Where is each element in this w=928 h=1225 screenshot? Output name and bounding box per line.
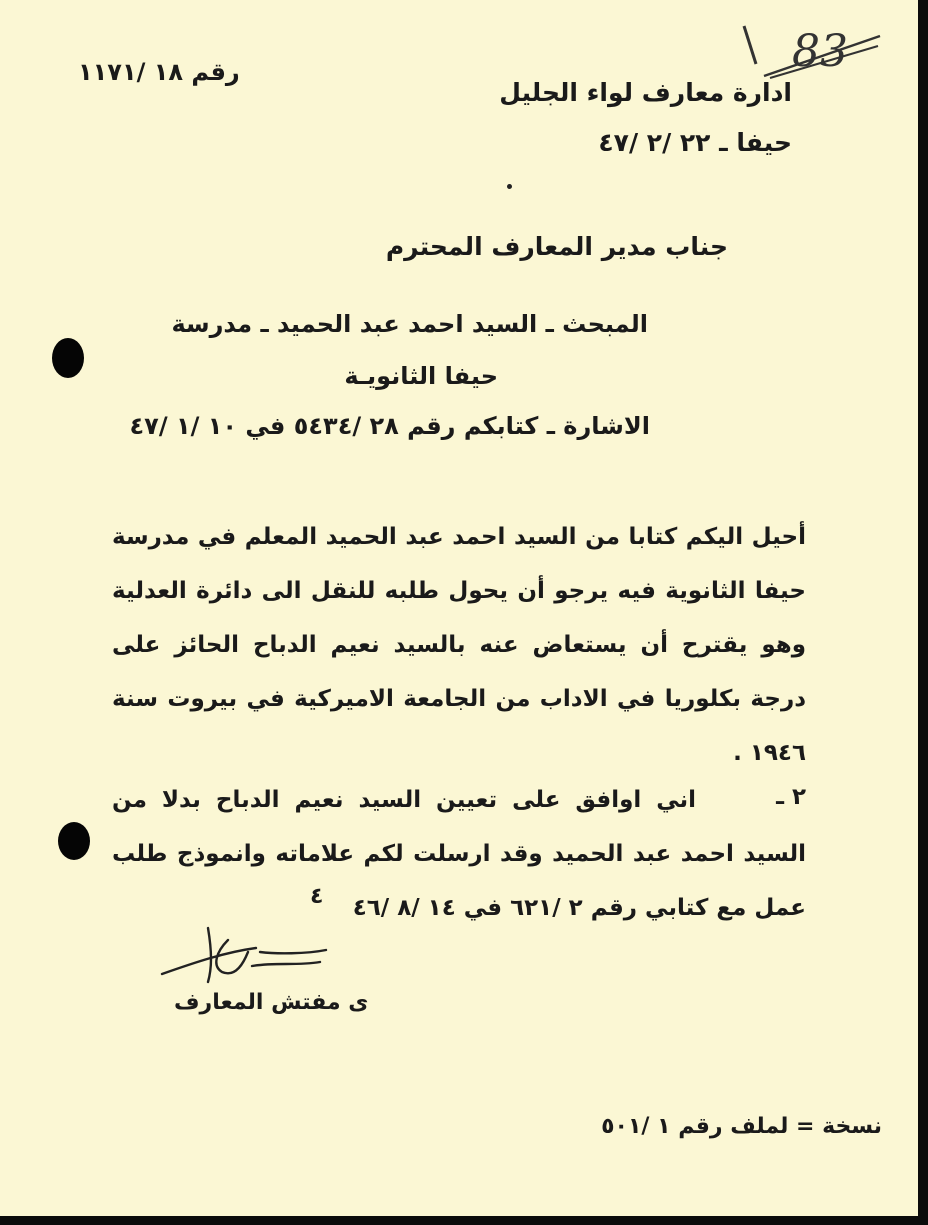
subject-line-2: حيفا الثانويـة bbox=[344, 362, 498, 390]
reference-line: الاشارة ـ كتابكم رقم ٢٨ /٥٤٣٤ في ١٠ /١ /٤٧ bbox=[129, 412, 650, 440]
punch-hole-top bbox=[52, 338, 84, 378]
body-paragraph-1: أحيل اليكم كتابا من السيد احمد عبد الحميد المعلم في مدرسة حيفا الثانوية فيه يرجو أن يحول طلبه للنقل الى دائرة العدلية وهو يقترح أن يستعاض عنه بالسيد نعيم الدباح الحائز على درجة بكلوريا في الاداب من الجامعة الاميركية في بيروت سنة ١٩٤٦ . bbox=[112, 524, 806, 766]
handwritten-folio-text: 83 bbox=[792, 26, 848, 77]
subject-line-1: المبحث ـ السيد احمد عبد الحميد ـ مدرسة bbox=[171, 310, 648, 338]
signatory-title: ى مفتش المعارف bbox=[174, 990, 369, 1015]
copy-note: نسخة = لملف رقم ١ /٥٠١ bbox=[601, 1114, 882, 1139]
paragraph-2-number: ٢ ـ bbox=[776, 784, 806, 810]
reference-number: رقم ١٨ /١١٧١ bbox=[78, 58, 240, 86]
paragraph-2-end-mark: ٤ bbox=[310, 884, 324, 909]
handwritten-signature bbox=[156, 922, 346, 992]
place-date: حيفا ـ ٢٢ /٢ /٤٧ bbox=[598, 128, 792, 157]
office-name: ادارة معارف لواء الجليل bbox=[499, 78, 792, 107]
ink-dot bbox=[507, 184, 512, 189]
body-paragraph-2: اني اوافق على تعيين السيد نعيم الدباح بدلا من السيد احمد عبد الحميد وقد ارسلت لكم علاماته وانموذج طلب عمل مع كتابي رقم ٢ /٦٢١ في ١٤ /٨ /٤٦ bbox=[112, 787, 806, 921]
punch-hole-bottom bbox=[58, 822, 90, 860]
addressee: جناب مدير المعارف المحترم bbox=[385, 232, 728, 261]
